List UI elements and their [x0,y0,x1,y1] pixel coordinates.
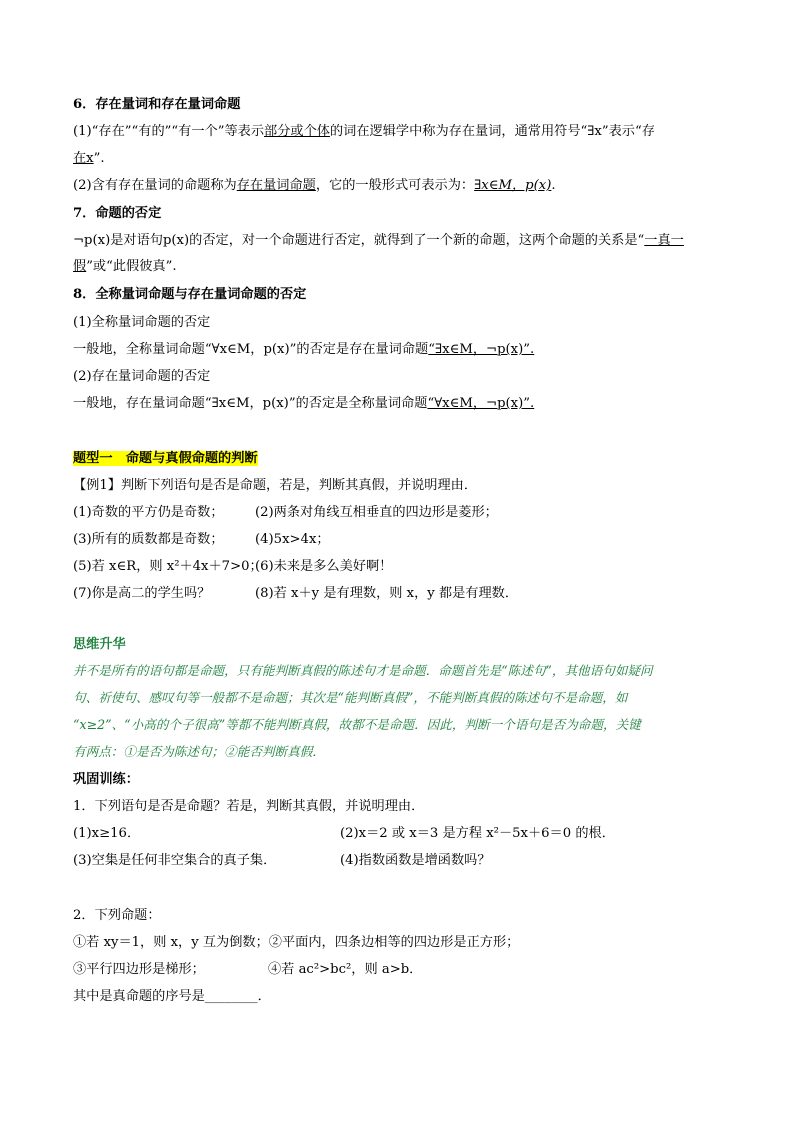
highlighted-title: 题型一 命题与真假命题的判断 [73,451,258,466]
section-7-heading: 7．命题的否定 [73,206,162,221]
section-6-para1 [73,123,655,141]
section-7-para1 [73,232,684,250]
example-item: (8)若 x＋y 是有理数，则 x，y 都是有理数． [255,586,519,601]
underlined-text: 假 [73,259,87,274]
text: . [551,178,556,193]
text: 一般地，存在量词命题“∃x∈M，p(x)”的否定是全称量词命题 [73,396,428,411]
practice-item: (3)空集是任何非空集合的真子集． [73,853,277,868]
example-item: (5)若 x∈R，则 x²＋4x＋7>0； [73,559,263,574]
section-8-item2: (2)存在量词命题的否定 [73,369,211,384]
text: ，它的一般形式可表示为： [315,178,475,193]
example-row-4 [73,585,518,603]
example-item: (6)未来是多么美好啊！ [255,559,393,574]
section-8-para1 [73,341,534,359]
text: (2)含有存在量词的命题称为 [73,178,237,193]
practice-q1: 1．下列语句是否是命题？若是，判断其真假，并说明理由． [73,799,425,814]
practice-item: ③平行四边形是梯形； [73,962,205,977]
practice-item: (1)x≥16． [73,826,141,841]
section-8-item1: (1)全称量词命题的否定 [73,315,211,330]
example-row-2 [73,531,330,549]
practice-item: (4)指数函数是增函数吗？ [340,853,491,868]
type1-title [73,450,258,468]
formula: ∃x∈M，p(x) [474,178,552,193]
example-1: 【例1】判断下列语句是否是命题，若是，判断其真假，并说明理由． [73,478,478,493]
example-row-1 [73,504,498,522]
thinking-line: 并不是所有的语句都是命题，只有能判断真假的陈述句才是命题．命题首先是“陈述句”，其他语句如疑问 [73,663,653,678]
underlined-text: “∃x∈M，¬p(x)”. [428,342,535,357]
example-item: (2)两条对角线互相垂直的四边形是菱形； [255,505,498,520]
section-8-heading: 8．全称量词命题与存在量词命题的否定 [73,287,307,302]
example-item: (7)你是高二的学生吗？ [73,586,211,601]
example-item: (3)所有的质数都是奇数； [73,532,224,547]
section-7-para1-cont [73,258,177,276]
text: ¬p(x)是对语句p(x)的否定，对一个命题进行否定，就得到了一个新的命题，这两个命题的关系是“ [73,233,645,248]
thinking-title: 思维升华 [73,637,126,652]
practice-q2-line2 [73,961,422,979]
practice-q2-line3: 其中是真命题的序号是________． [73,989,271,1004]
text: 的词在逻辑学中称为存在量词，通常用符号“∃x”表示“ [329,124,642,139]
underlined-text: 部分或个体 [264,124,330,139]
practice-item: ④若 ac²>bc²，则 a>b． [268,962,423,977]
text: ”或“此假彼真”. [86,259,177,274]
example-item: (1)奇数的平方仍是奇数； [73,505,224,520]
practice-item: (2)x＝2 或 x＝3 是方程 x²－5x＋6＝0 的根． [340,826,615,841]
underlined-text: 在x [73,151,94,166]
underlined-text: 一真一 [644,233,684,248]
underlined-text: 存在量词命题 [236,178,316,193]
practice-title: 巩固训练： [73,772,139,787]
example-row-3 [73,558,392,576]
text: (1)“存在”“有的”“有一个”等表示 [73,124,265,139]
practice-q1-row1 [73,825,615,843]
thinking-line: 有两点：①是否为陈述句；②能否判断真假． [73,744,325,759]
text: 一般地，全称量词命题“∀x∈M，p(x)”的否定是存在量词命题 [73,342,429,357]
text: 存 [641,124,655,139]
practice-q1-row2 [73,852,491,870]
example-item: (4)5x>4x； [255,532,330,547]
text: ”. [93,151,105,166]
practice-q2-line1: ①若 xy＝1，则 x，y 互为倒数；②平面内，四条边相等的四边形是正方形； [73,935,520,950]
practice-q2: 2．下列命题： [73,908,161,923]
section-6-para2 [73,177,556,195]
section-6-heading: 6．存在量词和存在量词命题 [73,97,241,112]
section-8-para2 [73,395,534,413]
thinking-line: “x≥2”、“小高的个子很高”等都不能判断真假，故都不是命题．因此，判断一个语句是否为命题，关键 [73,717,641,732]
underlined-text: “∀x∈M，¬p(x)”. [427,396,535,411]
thinking-line: 句、祈使句、感叹句等一般都不是命题；其次是“能判断真假”，不能判断真假的陈述句不是命题，如 [73,690,628,705]
section-6-para1-cont [73,150,105,168]
